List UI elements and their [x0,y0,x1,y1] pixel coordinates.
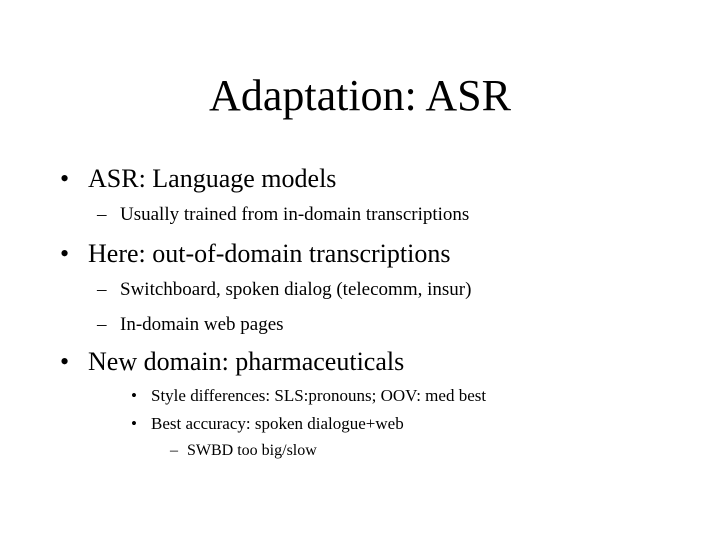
bullet-text: New domain: pharmaceuticals [88,347,405,376]
bullet-marker: • [131,386,137,405]
bullet-text: ASR: Language models [88,164,337,193]
dash-marker: – [97,279,107,300]
bullet-marker: • [60,164,70,193]
bullet-marker: • [60,239,70,268]
bullet-marker: • [131,414,137,433]
bullet-marker: • [60,347,70,376]
sub-bullet-text: In-domain web pages [120,314,284,335]
sub-bullet-text: Usually trained from in-domain transcriptions [120,204,470,225]
sub-bullet-text: Best accuracy: spoken dialogue+web [151,414,404,433]
slide-title: Adaptation: ASR [209,71,511,120]
dash-marker: – [97,204,107,225]
sub-bullet-text: Style differences: SLS:pronouns; OOV: med best [151,386,487,405]
sub-bullet-text: Switchboard, spoken dialog (telecomm, insur) [120,279,472,300]
dash-marker: – [97,314,107,335]
sub-sub-bullet-text: SWBD too big/slow [187,442,317,459]
dash-marker: – [170,442,178,459]
bullet-text: Here: out-of-domain transcriptions [88,239,451,268]
